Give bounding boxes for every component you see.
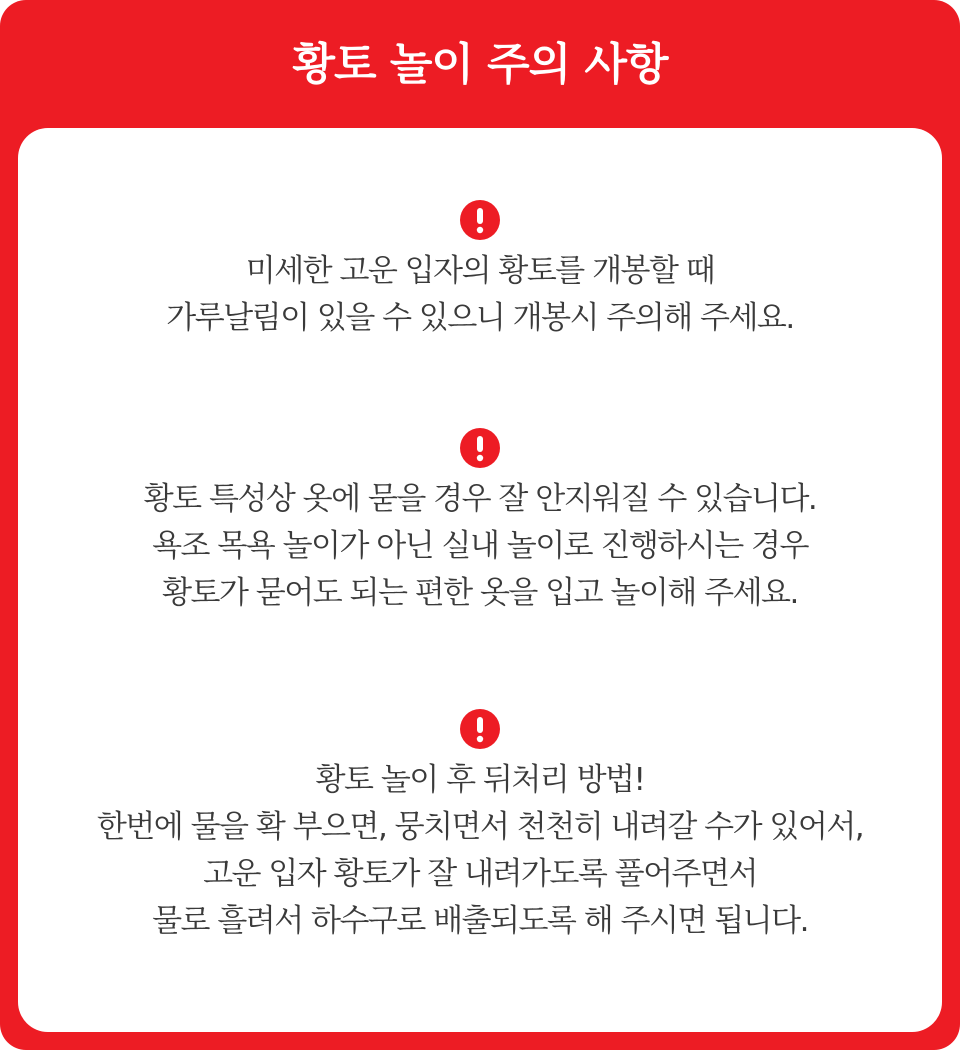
notice-text-line: 고운 입자 황토가 잘 내려가도록 풀어주면서 [203,856,757,892]
notice-panel [18,128,942,1032]
notice-item-dust [18,200,942,342]
notice-text-line: 미세한 고운 입자의 황토를 개봉할 때 [245,253,715,289]
notice-item-cleanup [18,709,942,945]
notice-text-line: 황토가 묻어도 되는 편한 옷을 입고 놀이해 주세요. [162,575,798,611]
notice-item-clothing [18,428,942,617]
notice-text-line: 물로 흘려서 하수구로 배출되도록 해 주시면 됩니다. [152,903,808,939]
notice-text-line: 황토 특성상 옷에 묻을 경우 잘 안지워질 수 있습니다. [143,481,817,517]
exclamation-circle-icon [460,200,500,240]
notice-text-line: 황토 놀이 후 뒤처리 방법! [315,762,645,798]
exclamation-circle-icon [460,709,500,749]
notice-text-line: 가루날림이 있을 수 있으니 개봉시 주의해 주세요. [166,300,794,336]
notice-text-line: 한번에 물을 확 부으면, 뭉치면서 천천히 내려갈 수가 있어서, [96,809,864,845]
page-title: 황토 놀이 주의 사항 [292,39,668,90]
notice-text-line: 욕조 목욕 놀이가 아닌 실내 놀이로 진행하시는 경우 [152,528,808,564]
exclamation-circle-icon [460,428,500,468]
